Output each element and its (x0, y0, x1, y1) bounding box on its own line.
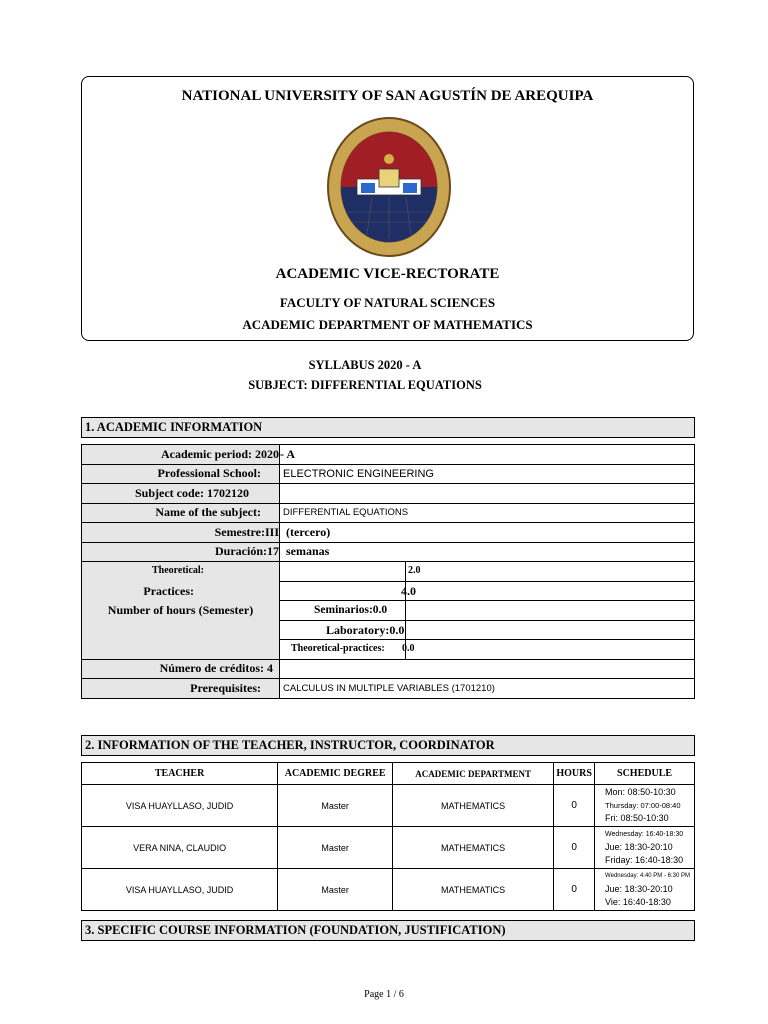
practices-value: 4.0 (401, 583, 416, 598)
seminars-cell (280, 601, 695, 621)
theoretical-cell (151, 562, 695, 582)
code-label: Subject code: 1702120 (82, 484, 280, 504)
section-teacher-information: 2. INFORMATION OF THE TEACHER, INSTRUCTOR, COORDINATOR (81, 735, 695, 756)
teacher-degree: Master (278, 827, 393, 869)
schedule-line: Mon: 08:50-10:30 (605, 787, 676, 797)
teacher-degree: Master (278, 785, 393, 827)
table-row (82, 679, 695, 699)
page-number: Page 1 / 6 (364, 989, 404, 1000)
period-label: Academic period: 2020 (82, 445, 280, 465)
schedule-line: Fri: 08:50-10:30 (605, 813, 669, 823)
teacher-department: MATHEMATICS (393, 827, 554, 869)
teacher-name: VISA HUAYLLASO, JUDID (82, 869, 278, 911)
practices-cell (143, 581, 695, 601)
theo-prac-label: Theoretical-practices: (291, 643, 385, 654)
university-seal (327, 117, 451, 257)
theoretical-label: Theoretical: (151, 565, 204, 576)
credits-label: Número de créditos: 4 (82, 659, 280, 679)
table-row (82, 464, 695, 484)
teacher-table (81, 762, 695, 911)
col-header-degree: ACADEMIC DEGREE (278, 763, 393, 785)
practices-label: Practices: (143, 583, 194, 598)
code-value (280, 484, 695, 504)
table-row (82, 523, 695, 543)
theo-prac-cell (280, 640, 695, 660)
period-value: - A (280, 445, 695, 465)
schedule-line: Jue: 18:30-20:10 (605, 842, 673, 852)
teacher-department: MATHEMATICS (393, 869, 554, 911)
teacher-hours: 0 (554, 785, 595, 827)
section-academic-information: 1. ACADEMIC INFORMATION (81, 417, 695, 438)
subject-name-label: Name of the subject: (82, 503, 280, 523)
department-name: ACADEMIC DEPARTMENT OF MATHEMATICS (242, 317, 533, 332)
table-row (82, 581, 695, 601)
prereq-value: CALCULUS IN MULTIPLE VARIABLES (1701210) (280, 679, 695, 699)
faculty-name: FACULTY OF NATURAL SCIENCES (279, 295, 496, 310)
prereq-label: Prerequisites: (82, 679, 280, 699)
vice-rectorate-title: ACADEMIC VICE-RECTORATE (275, 266, 500, 282)
teacher-name: VERA NINA, CLAUDIO (82, 827, 278, 869)
teacher-schedule (595, 785, 695, 827)
theo-prac-value: 0.0 (402, 643, 415, 654)
table-row (82, 785, 695, 827)
teacher-hours: 0 (554, 827, 595, 869)
teacher-degree: Master (278, 869, 393, 911)
credits-value (280, 659, 695, 679)
table-row (82, 869, 695, 911)
theoretical-value: 2.0 (408, 565, 421, 576)
duration-value: semanas (280, 542, 695, 562)
schedule-line: Wednesday: 4:40 PM - 6:30 PM (605, 873, 690, 879)
col-header-hours: HOURS (554, 763, 595, 785)
schedule-line: Jue: 18:30-20:10 (605, 884, 673, 894)
university-name: NATIONAL UNIVERSITY OF SAN AGUSTÍN DE AREQUIPA (181, 88, 594, 104)
duration-label: Duración:17 (82, 542, 280, 562)
teacher-department: MATHEMATICS (393, 785, 554, 827)
subject-title: SUBJECT: DIFFERENTIAL EQUATIONS (248, 378, 482, 392)
table-row (82, 542, 695, 562)
table-row (82, 445, 695, 465)
schedule-line: Friday: 16:40-18:30 (605, 855, 684, 865)
semester-label: Semestre:III (82, 523, 280, 543)
seminars-label: Seminarios:0.0 (314, 604, 388, 616)
academic-info-table (81, 444, 695, 699)
school-label: Professional School: (82, 464, 280, 484)
syllabus-title: SYLLABUS 2020 - A (308, 358, 422, 372)
teacher-hours: 0 (554, 869, 595, 911)
table-row (82, 503, 695, 523)
col-header-schedule: SCHEDULE (595, 763, 695, 785)
semester-value: (tercero) (280, 523, 695, 543)
teacher-schedule (595, 869, 695, 911)
hours-label: Number of hours (Semester) (82, 562, 280, 660)
table-row (82, 484, 695, 504)
laboratory-cell (280, 620, 695, 640)
col-header-department: ACADEMIC DEPARTMENT (393, 763, 554, 785)
table-row (82, 562, 695, 582)
section-course-information: 3. SPECIFIC COURSE INFORMATION (FOUNDATION, JUSTIFICATION) (81, 920, 695, 941)
schedule-line: Thursday: 07:00-08:40 (605, 801, 681, 810)
col-header-teacher: TEACHER (82, 763, 278, 785)
table-row (82, 659, 695, 679)
school-value: ELECTRONIC ENGINEERING (280, 464, 695, 484)
table-row (82, 827, 695, 869)
schedule-line: Vie: 16:40-18:30 (605, 897, 671, 907)
laboratory-label: Laboratory:0.0 (326, 622, 405, 637)
teacher-name: VISA HUAYLLASO, JUDID (82, 785, 278, 827)
schedule-line: Wednesday: 16:40-18:30 (605, 831, 684, 838)
subject-name-value: DIFFERENTIAL EQUATIONS (280, 503, 695, 523)
teacher-schedule (595, 827, 695, 869)
table-header-row (82, 763, 695, 785)
